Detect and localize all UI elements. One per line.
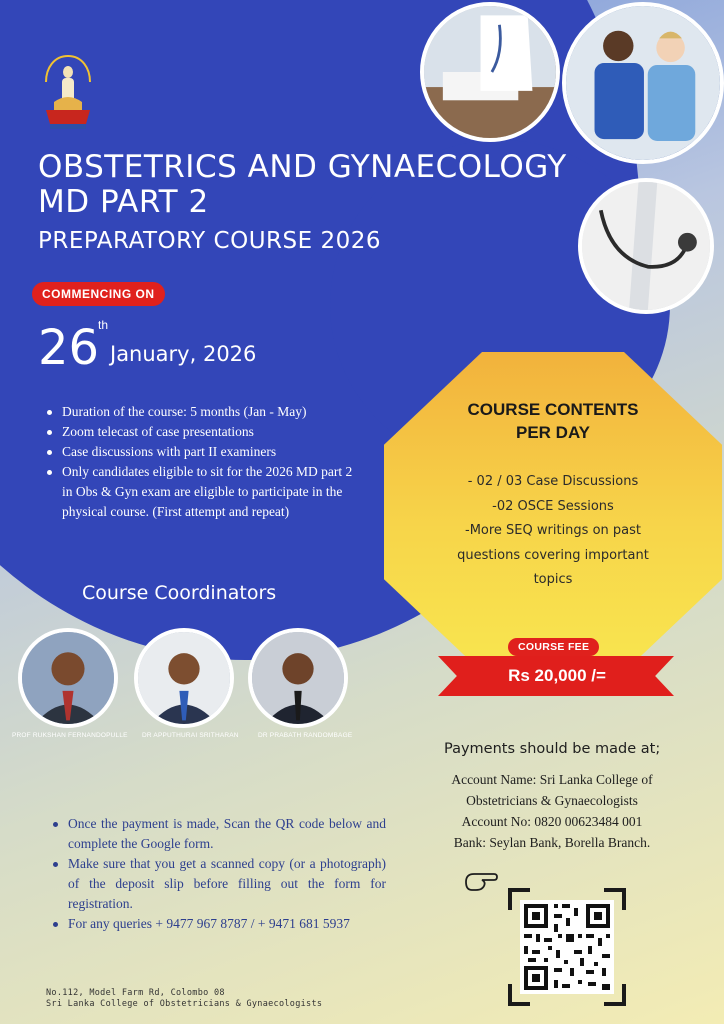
registration-instructions [52, 814, 386, 934]
payment-line: Bank: Seylan Bank, Borella Branch. [453, 835, 651, 850]
contents-item: topics [533, 572, 573, 587]
doctor-writing-photo [420, 2, 560, 142]
qr-code-icon[interactable] [508, 888, 626, 1006]
course-contents-list [384, 470, 722, 593]
instruction-item: Make sure that you get a scanned copy (or a photograph) of the deposit slip before filling out the form for registration. [52, 854, 386, 914]
footer-organization: Sri Lanka College of Obstetricians & Gynaecologists [46, 999, 323, 1009]
title-line-2: MD PART 2 [38, 184, 209, 220]
college-crest-icon [40, 52, 96, 138]
stethoscope-photo [578, 178, 714, 314]
detail-item: Case discussions with part II examiners [46, 442, 358, 462]
title-line-1: OBSTETRICS AND GYNAECOLOGY [38, 149, 567, 185]
instruction-item: Once the payment is made, Scan the QR code below and complete the Google form. [52, 814, 386, 854]
coordinator-photo [18, 628, 118, 728]
course-fee-value: Rs 20,000 /= [508, 666, 606, 685]
course-details-list [46, 402, 358, 522]
payment-details [432, 769, 672, 853]
footer-address: No.112, Model Farm Rd, Colombo 08 [46, 988, 225, 998]
coordinator-name: DR APPUTHURAI SRITHARAN [142, 732, 239, 739]
course-subtitle: PREPARATORY COURSE 2026 [38, 228, 381, 254]
coordinator-name: DR PRABATH RANDOMBAGE [258, 732, 353, 739]
footer [46, 988, 322, 1010]
detail-item: Zoom telecast of case presentations [46, 422, 358, 442]
detail-item: Duration of the course: 5 months (Jan - May) [46, 402, 358, 422]
course-fee-label: COURSE FEE [508, 638, 599, 656]
contents-title-line-2: PER DAY [515, 423, 590, 442]
coordinator-photo [248, 628, 348, 728]
coordinator-name: PROF RUKSHAN FERNANDOPULLE [12, 732, 128, 739]
detail-item: Only candidates eligible to sit for the 2026 MD part 2 in Obs & Gyn exam are eligible to participate in the physical course. (First attempt and repeat) [46, 462, 358, 522]
start-day-suffix: th [98, 318, 109, 332]
start-month-year: January, 2026 [110, 342, 257, 366]
contents-title-line-1: COURSE CONTENTS [467, 400, 639, 419]
contents-item: -02 OSCE Sessions [492, 498, 614, 514]
pointing-hand-icon [464, 868, 498, 896]
payment-line: Account No: 0820 00623484 001 [461, 814, 643, 829]
payment-line: Obstetricians & Gynaecologists [466, 793, 638, 808]
course-contents-heading [384, 398, 722, 444]
contents-item: - 02 / 03 Case Discussions [467, 474, 639, 489]
payment-heading: Payments should be made at; [444, 741, 661, 757]
contents-item: questions covering important [457, 547, 649, 563]
coordinator-photo [134, 628, 234, 728]
medical-staff-photo [562, 2, 724, 164]
commencing-badge: COMMENCING ON [32, 282, 165, 306]
course-title [38, 150, 567, 220]
start-day: 26 [38, 320, 100, 376]
payment-line: Account Name: Sri Lanka College of [451, 772, 653, 787]
contents-item: -More SEQ writings on past [465, 523, 641, 538]
coordinators-heading: Course Coordinators [82, 582, 277, 604]
instruction-item: For any queries + 9477 967 8787 / + 9471 681 5937 [52, 914, 386, 934]
